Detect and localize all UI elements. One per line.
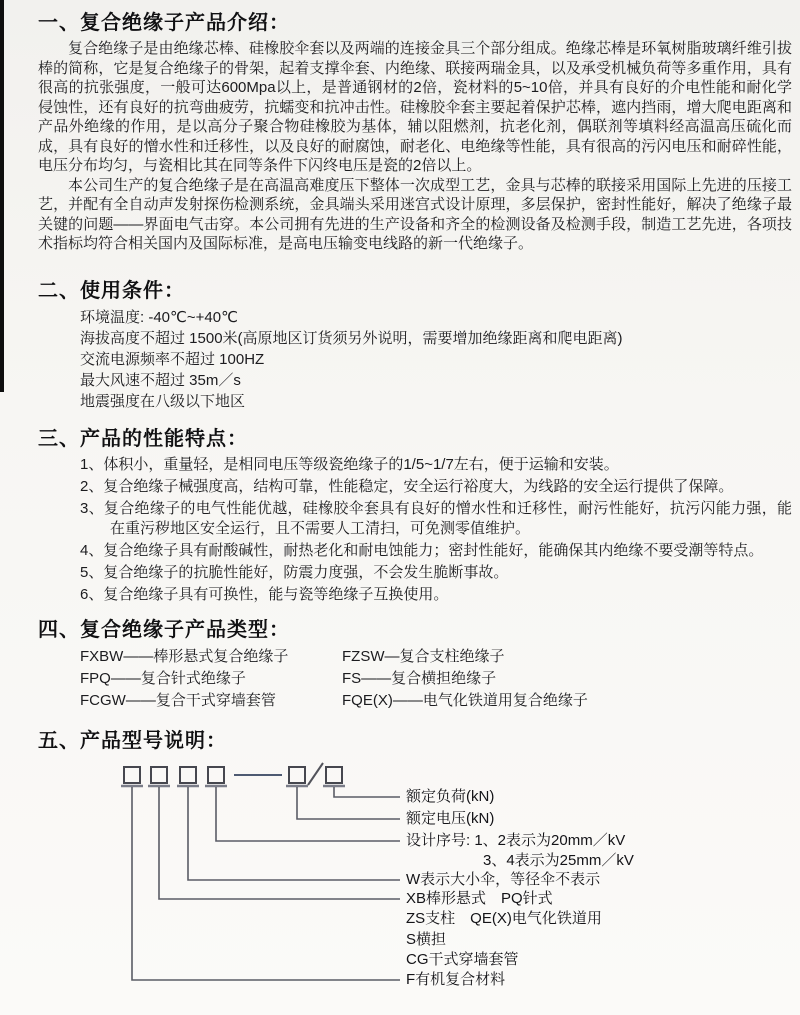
model-code-boxes [124,767,342,783]
model-label-rated-load: 额定负荷(kN) [406,787,495,805]
model-code-box [180,767,196,783]
condition-item: 环境温度: -40℃~+40℃ [80,308,238,326]
model-code-box [208,767,224,783]
section-intro-title: 一、复合绝缘子产品介绍： [38,12,290,34]
model-slash-separator [308,763,323,785]
condition-item: 最大风速不超过 35m／s [80,371,241,389]
type-entry: FCGW——复合干式穿墙套管 [80,691,276,709]
type-entry: FS——复合横担绝缘子 [342,669,497,687]
condition-item: 海拔高度不超过 1500米(高原地区订货须另外说明，需要增加绝缘距离和爬电距离) [80,329,623,347]
type-entry: FXBW——棒形悬式复合绝缘子 [80,647,289,665]
section-product-types [38,619,792,712]
condition-item: 地震强度在八级以下地区 [80,392,246,410]
model-label-structure-codes-3: S横担 [406,930,447,948]
types-row [80,668,792,690]
model-label-structure-codes-4: CG干式穿墙套管 [406,950,519,968]
feature-item: 6、复合绝缘子具有可换性，能与瓷等绝缘子互换使用。 [80,585,449,603]
section-features-title: 三、产品的性能特点： [38,427,248,450]
condition-item: 交流电源频率不超过 100HZ [80,350,265,368]
feature-item: 5、复合绝缘子的抗脆性能好，防震力度强，不会发生脆断事故。 [80,563,509,581]
model-label-structure-codes-2: ZS支柱 QE(X)电气化铁道用 [406,909,602,927]
conditions-list [38,307,792,412]
model-code-diagram [38,759,792,1002]
feature-item: 4、复合绝缘子具有耐酸碱性，耐热老化和耐电蚀能力；密封性能好，能确保其内绝缘不要受潮等特点。 [80,541,764,559]
feature-item: 1、体积小，重量轻，是相同电压等级瓷绝缘子的1/5~1/7左右，便于运输和安装。 [80,455,619,473]
model-label-design-serial: 设计序号: 1、2表示为20mm／kV [406,831,626,849]
model-label-design-serial-2: 3、4表示为25mm／kV [483,851,634,869]
intro-paragraph-1: 复合绝缘子是由绝缘芯棒、硅橡胶伞套以及两端的连接金具三个部分组成。绝缘芯棒是环氧树脂玻璃纤维引拔棒的简称，它是复合绝缘子的骨架，起着支撑伞套、内绝缘、联接两瑞金具，以及承受机械负荷等多重作用，具有很高的抗张强度，一般可达600Mpa以上，是普通钢材的2倍，瓷材料的5~10倍，并具有良好的介电性能和耐化学侵蚀性，还有良好的抗弯曲疲劳，抗蠕变和抗冲击性。硅橡胶伞套主要起着保护芯棒，遮内挡雨，增大爬电距离和产品外绝缘的作用，是以高分子聚合物硅橡胶为基体，辅以阻燃剂，抗老化剂，偶联剂等填料经高温高压硫化而成，具有良好的憎水性和迁移性，以及良好的耐腐蚀，耐老化、电绝缘等性能，具有很高的污闪电压和耐碎性能，电压分布均匀，与瓷相比其在同等条件下闪终电压是瓷的2倍以上。 [38,40,792,174]
model-label-material: F有机复合材料 [406,970,506,988]
feature-item: 3、复合绝缘子的电气性能优越，硅橡胶伞套具有良好的憎水性和迁移性，耐污性能好，抗污闪能力强，能在重污秽地区安全运行，且不需要人工清扫，可免测零值维护。 [80,499,792,537]
section-types-title: 四、复合绝缘子产品类型： [38,618,290,641]
type-entry: FQE(X)——电气化铁道用复合绝缘子 [342,691,588,709]
scan-artifact-left-edge [0,0,4,392]
section-performance-features [38,428,792,605]
intro-paragraph-2: 本公司生产的复合绝缘子是在高温高难度压下整体一次成型工艺，金具与芯棒的联接采用国际上先进的压接工艺，并配有全自动声发射探伤检测系统，金具端头采用迷宫式设计原理，多层保护，密封性能好，解决了绝缘子最关键的问题——界面电气击穿。本公司拥有先进的生产设备和齐全的检测设备及检测手段，制造工艺先进，各项技术指标均符合相关国内及国际标准，是高电压输变电线路的新一代绝缘子。 [38,176,792,252]
model-code-box [124,767,140,783]
model-code-box [289,767,305,783]
model-leader-lines [132,787,400,980]
section-product-intro [38,12,792,254]
section-model-designation [38,730,792,1002]
model-label-structure-codes: XB棒形悬式 PQ针式 [406,889,553,907]
section-usage-conditions [38,280,792,412]
types-row [80,646,792,668]
feature-item: 2、复合绝缘子械强度高，结构可靠，性能稳定，安全运行裕度大，为线路的安全运行提供了保障。 [80,477,734,495]
features-list [38,455,792,605]
types-row [80,690,792,712]
section-model-title: 五、产品型号说明： [38,729,227,752]
types-table [80,646,792,712]
model-code-box [326,767,342,783]
type-entry: FPQ——复合针式绝缘子 [80,669,246,687]
model-label-rated-voltage: 额定电压(kN) [406,809,495,827]
type-entry: FZSW—复合支柱绝缘子 [342,647,505,665]
section-conditions-title: 二、使用条件： [38,279,185,302]
model-label-shed-type: W表示大小伞，等径伞不表示 [406,870,601,888]
model-code-box [151,767,167,783]
